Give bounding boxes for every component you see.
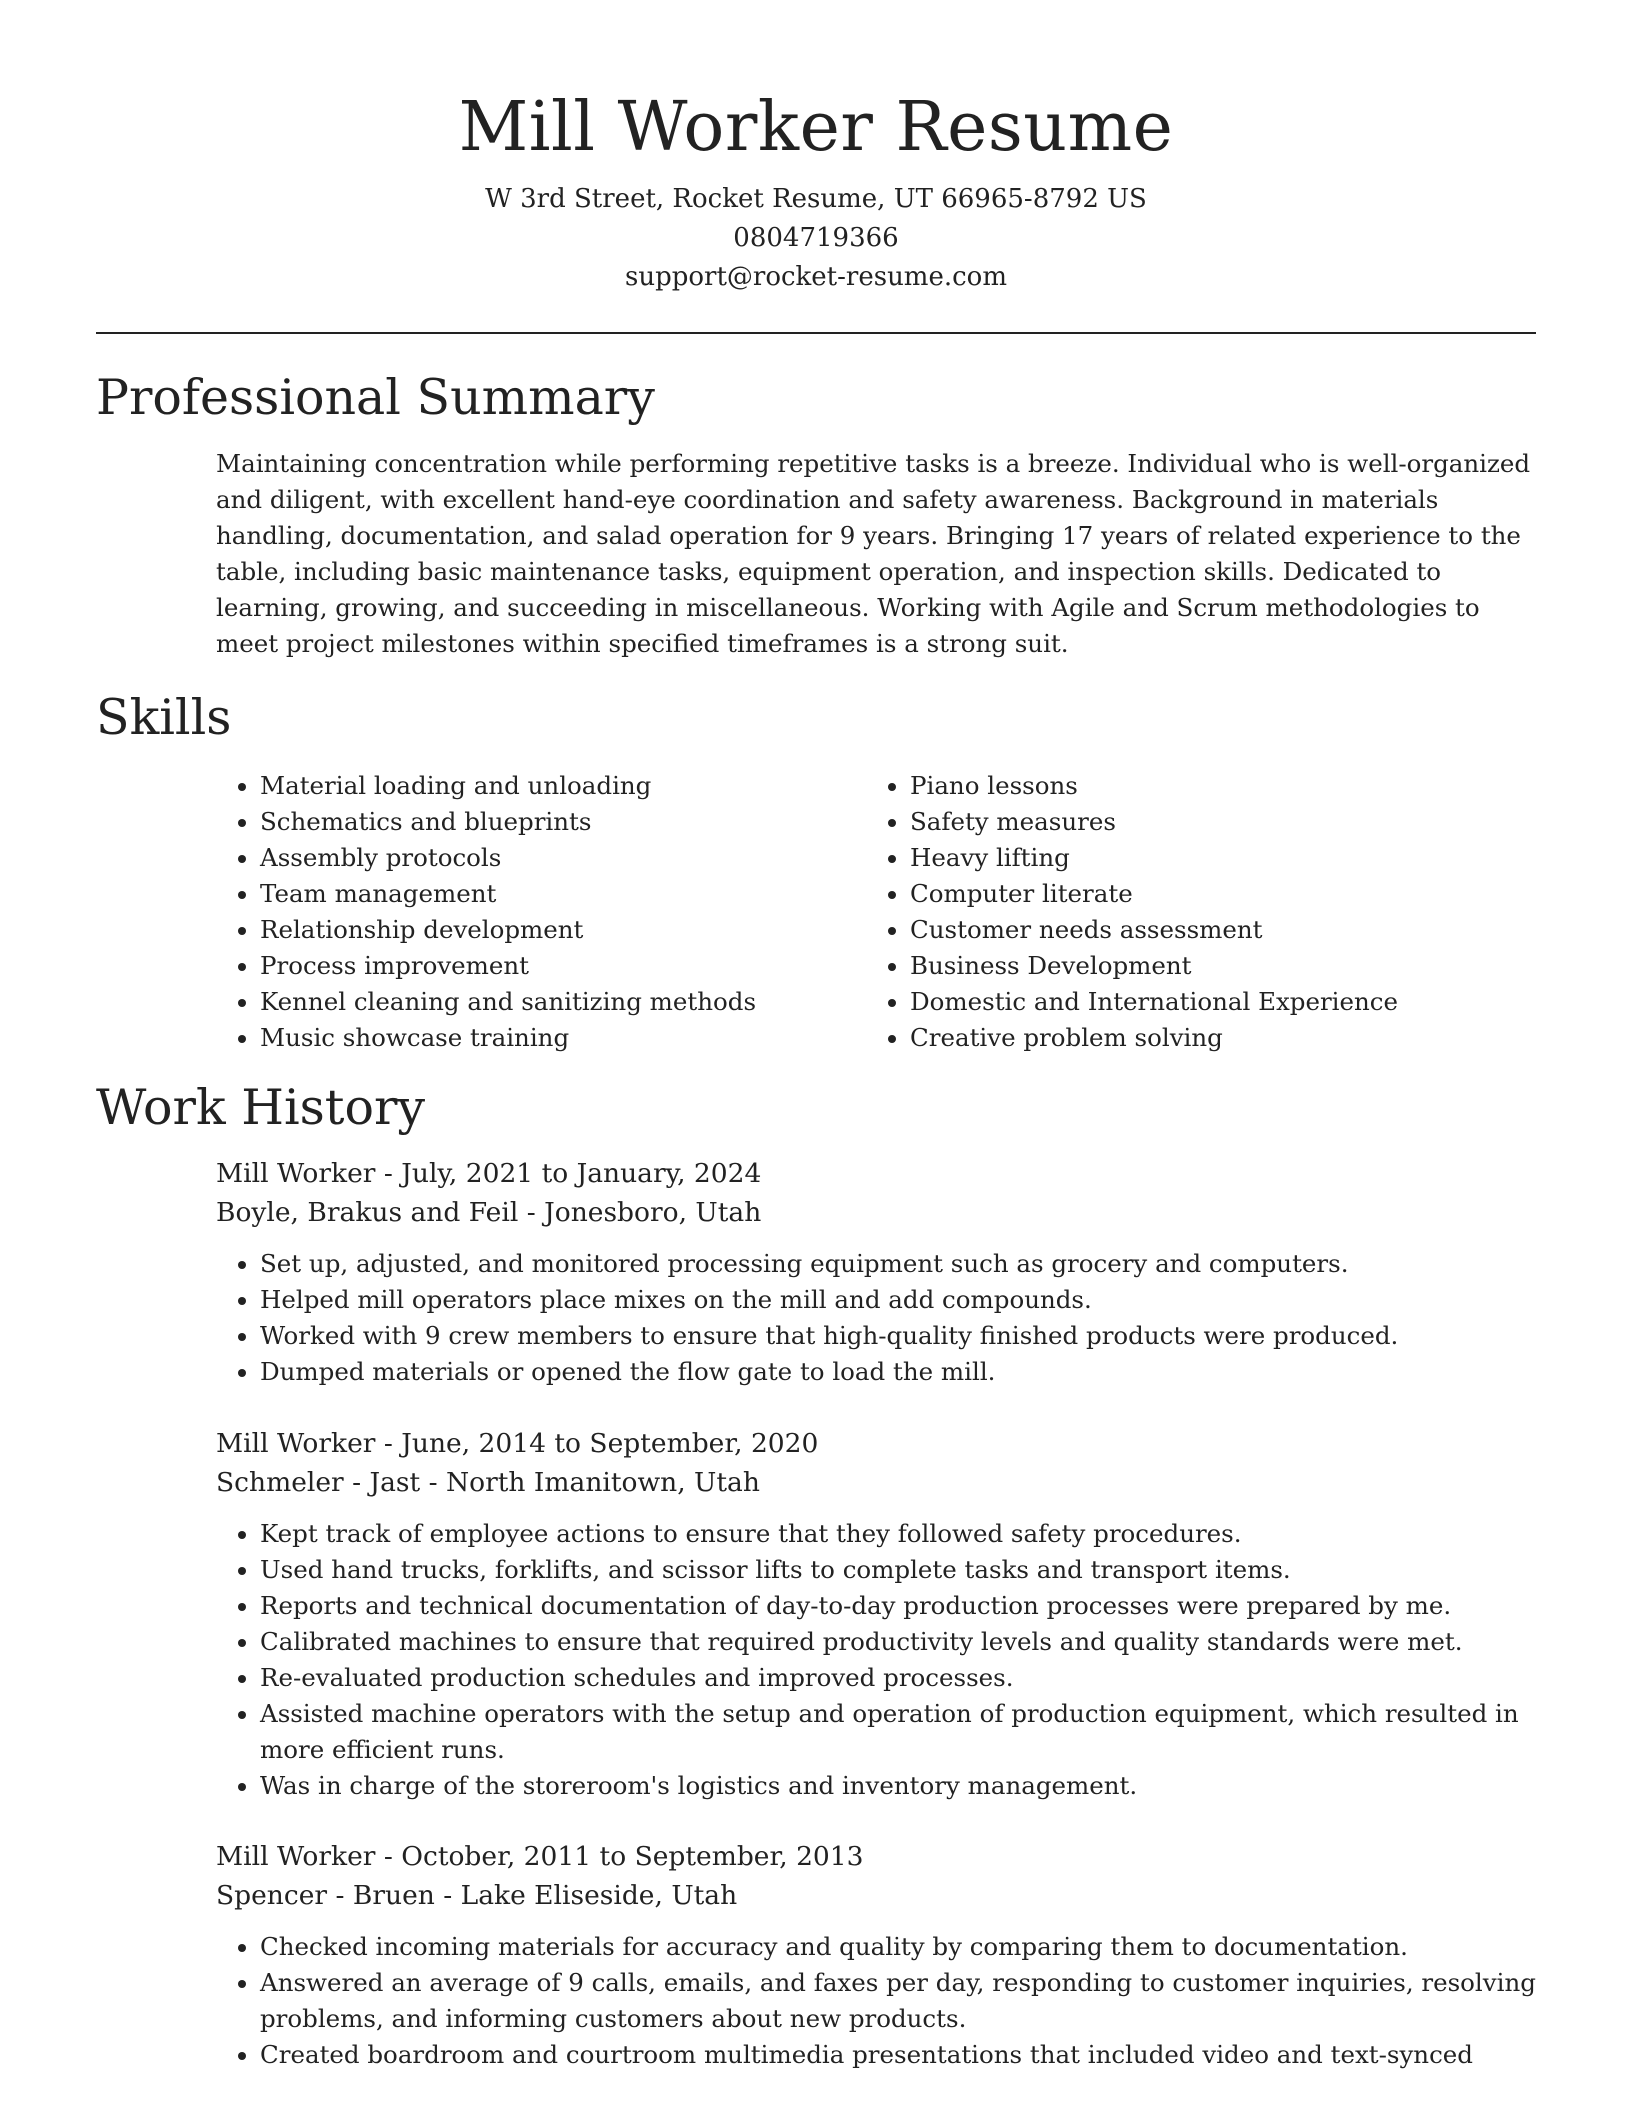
job-company: Boyle, Brakus and Feil - Jonesboro, Utah (216, 1197, 762, 1228)
job-duty: • Set up, adjusted, and monitored processing equipment such as grocery and computers. (260, 1246, 1536, 1282)
skill-item: • Relationship development (260, 912, 866, 948)
skill-item: • Music showcase training (260, 1020, 866, 1056)
job-duty: • Dumped materials or opened the flow gate to load the mill. (260, 1354, 1536, 1390)
job-company: Schmeler - Jast - North Imanitown, Utah (216, 1467, 760, 1498)
job-company: Spencer - Bruen - Lake Eliseside, Utah (216, 1880, 738, 1911)
summary-heading: Professional Summary (96, 369, 655, 426)
skills-column-left (216, 768, 866, 1056)
contact-email[interactable]: support@rocket-resume.com (624, 262, 1007, 292)
job-duty: • Checked incoming materials for accuracy and quality by comparing them to documentation. (260, 1929, 1536, 1965)
job-duty: • Used hand trucks, forklifts, and scissor lifts to complete tasks and transport items. (260, 1552, 1536, 1588)
job-position: Mill Worker - July, 2021 to January, 2024 (216, 1158, 762, 1189)
job-duty: • Answered an average of 9 calls, emails, and faxes per day, responding to customer inquiries, resolving problems, and informing customers about new products. (260, 1965, 1536, 2037)
skill-item: • Team management (260, 876, 866, 912)
job-duty: • Calibrated machines to ensure that required productivity levels and quality standards were met. (260, 1624, 1536, 1660)
job-entry (216, 1154, 1536, 1390)
job-entry (216, 1424, 1536, 1804)
resume-page (96, 0, 1536, 2073)
skills-list (216, 768, 1536, 1056)
job-duty: • Was in charge of the storeroom's logistics and inventory management. (260, 1768, 1536, 1804)
contact-address: W 3rd Street, Rocket Resume, UT 66965-8792 US (485, 184, 1147, 214)
skill-item: • Process improvement (260, 948, 866, 984)
job-position: Mill Worker - October, 2011 to September, 2013 (216, 1841, 864, 1872)
skill-item: • Customer needs assessment (910, 912, 1516, 948)
summary-text: Maintaining concentration while performing repetitive tasks is a breeze. Individual who is well-organized and diligent, with excellent hand-eye coordination and safety awareness. Background in materials handling, documentation, and salad operation for 9 years. Bringing 17 years of related experience to the table, including basic maintenance tasks, equipment operation, and inspection skills. Dedicated to learning, growing, and succeeding in miscellaneous. Working with Agile and Scrum methodologies to meet project milestones within specified timeframes is a strong suit. (216, 449, 1531, 658)
skills-heading: Skills (96, 689, 232, 746)
skill-item: • Creative problem solving (910, 1020, 1516, 1056)
contact-block (96, 180, 1536, 297)
job-duty: • Re-evaluated production schedules and improved processes. (260, 1660, 1536, 1696)
job-duty: • Helped mill operators place mixes on the mill and add compounds. (260, 1282, 1536, 1318)
job-duties (216, 1929, 1536, 2073)
skill-item: • Business Development (910, 948, 1516, 984)
job-entry (216, 1837, 1536, 2073)
job-duty: • Kept track of employee actions to ensure that they followed safety procedures. (260, 1516, 1536, 1552)
skill-item: • Kennel cleaning and sanitizing methods (260, 984, 866, 1020)
skill-item: • Heavy lifting (910, 840, 1516, 876)
job-position: Mill Worker - June, 2014 to September, 2020 (216, 1428, 819, 1459)
resume-title: Mill Worker Resume (458, 88, 1174, 167)
job-duties (216, 1246, 1536, 1390)
skill-item: • Safety measures (910, 804, 1516, 840)
skill-item: • Piano lessons (910, 768, 1516, 804)
job-duty: • Assisted machine operators with the setup and operation of production equipment, which resulted in more efficient runs. (260, 1696, 1536, 1768)
job-duties (216, 1516, 1536, 1804)
skill-item: • Domestic and International Experience (910, 984, 1516, 1020)
job-duty: • Created boardroom and courtroom multimedia presentations that included video and text-synced (260, 2037, 1536, 2073)
skills-column-right (866, 768, 1516, 1056)
skill-item: • Assembly protocols (260, 840, 866, 876)
skill-item: • Schematics and blueprints (260, 804, 866, 840)
job-duty: • Reports and technical documentation of day-to-day production processes were prepared by me. (260, 1588, 1536, 1624)
skill-item: • Material loading and unloading (260, 768, 866, 804)
header-divider (96, 332, 1536, 334)
resume-header (96, 0, 1536, 297)
job-duty: • Worked with 9 crew members to ensure that high-quality finished products were produced. (260, 1318, 1536, 1354)
work-history-heading: Work History (96, 1079, 426, 1136)
contact-phone: 0804719366 (733, 223, 899, 253)
skill-item: • Computer literate (910, 876, 1516, 912)
